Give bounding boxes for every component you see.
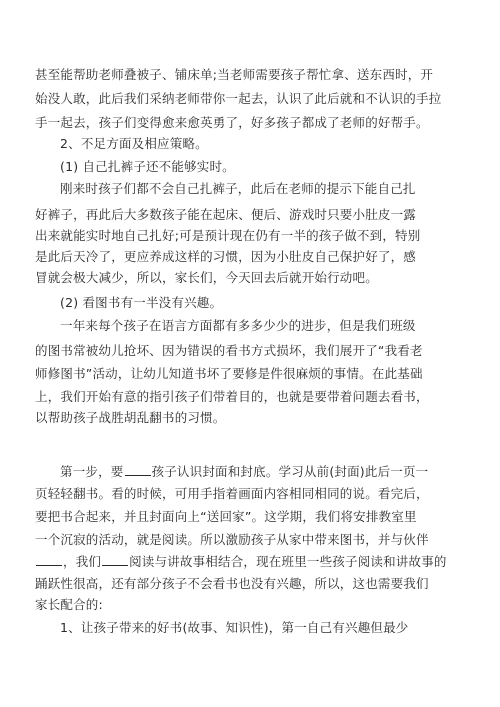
text-line: 刚来时孩子们都不会自己扎裤子，此后在老师的提示下能自己扎 — [60, 181, 416, 196]
section-heading: 2、不足方面及相应策略。 — [60, 136, 208, 151]
list-item: 1、让孩子带来的好书(故事、知识性)，第一自己有兴趣但最少 — [60, 620, 409, 635]
fill-in-blank — [102, 553, 128, 566]
text-line: 始没人敢，此后我们采纳老师带你一起去，认识了此后就和不认识的手拉 — [35, 91, 442, 106]
text-line: 一个沉寂的活动，就是阅读。所以激励孩子从家中带来图书，并与伙伴 — [35, 532, 429, 547]
text-line: 的图书常被幼儿抢坏、因为错误的看书方式损坏，我们展开了“我看老 — [35, 343, 423, 358]
text-line: 手一起去，孩子们变得愈来愈英勇了，好多孩子都成了老师的好帮手。 — [35, 115, 429, 130]
text-line: 师修图书”活动，让幼儿知道书坏了要修是件很麻烦的事情。在此基础 — [35, 366, 423, 381]
text-line: 踊跃性很高，还有部分孩子不会看书也没有兴趣，所以，这也需要我们 — [35, 576, 429, 591]
text-line: 页轻轻翻书。看的时候，可用手指着画面内容相同相同的说。看完后， — [35, 486, 429, 501]
text-line: 要把书合起来，并且封面向上“送回家”。这学期，我们将安排教室里 — [35, 509, 417, 524]
fill-in-blank — [36, 553, 62, 566]
text-line — [35, 553, 447, 570]
text-line: 上，我们开始有意的指引孩子们带着目的，也就是要带着问题去看书， — [35, 389, 429, 404]
text-fragment: 孩子认识封面和封底。学习从前(封面)此后一页一 — [151, 464, 429, 479]
text-line: 甚至能帮助老师叠被子、铺床单;当老师需要孩子帮忙拿、送东西时，开 — [35, 67, 434, 82]
text-line: 好裤子，再此后大多数孩子能在起床、便后、游戏时只要小肚皮一露 — [35, 207, 417, 222]
text-line — [60, 463, 428, 480]
text-line: 是此后天冷了，更应养成这样的习惯，因为小肚皮自己保护好了，感 — [35, 249, 417, 264]
subsection-heading: (1) 自己扎裤子还不能够实时。 — [60, 159, 235, 174]
subsection-heading: (2) 看图书有一半没有兴趣。 — [60, 295, 223, 310]
text-line: 家长配合的: — [35, 597, 103, 612]
text-line: 出来就能实时地自己扎好;可是预计现在仍有一半的孩子做不到，特别 — [35, 228, 421, 243]
fill-in-blank — [125, 463, 151, 476]
text-line: 一年来每个孩子在语言方面都有多多少少的进步，但是我们班级 — [60, 318, 416, 333]
text-fragment: 第一步，要 — [60, 464, 124, 479]
text-fragment: ，我们 — [63, 554, 102, 569]
text-line: 以帮助孩子战胜胡乱翻书的习惯。 — [35, 410, 226, 425]
text-fragment: 阅读与讲故事相结合，现在班里一些孩子阅读和讲故事的 — [129, 554, 447, 569]
text-line: 冒就会极大减少，所以，家长们，今天回去后就开始行动吧。 — [35, 270, 378, 285]
